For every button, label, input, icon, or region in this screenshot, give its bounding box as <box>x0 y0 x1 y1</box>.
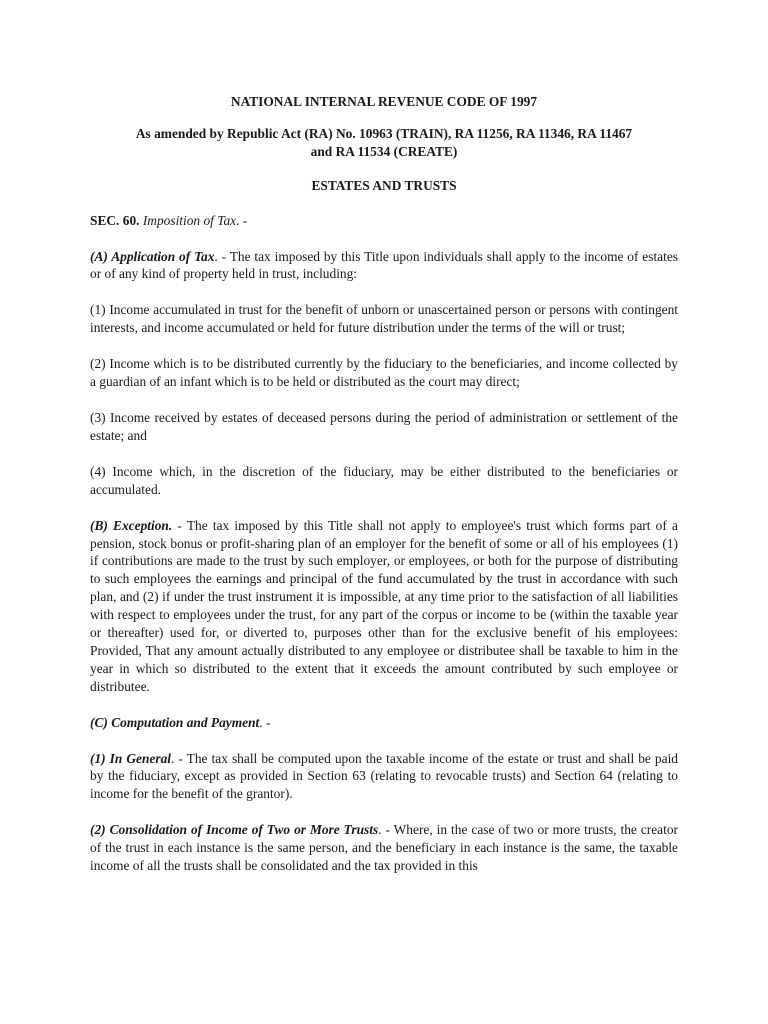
paragraph-a-text: . - The tax imposed by this Title upon individuals shall apply to the income of estates or of any kind of property held in trust, including: <box>90 248 679 282</box>
paragraph-b-label: (B) Exception. <box>90 517 173 533</box>
paragraph-c2 <box>90 821 678 875</box>
paragraph-a-label: (A) Application of Tax <box>90 248 215 264</box>
section-number: SEC. 60. <box>90 212 140 228</box>
paragraph-a <box>90 248 678 284</box>
paragraph-c1-text: . - The tax shall be computed upon the taxable income of the estate or trust and shall be paid by the fiduciary, except as provided in Section 63 (relating to revocable trusts) and Section 64 (relating to income for the benefit of the grantor). <box>90 750 678 802</box>
document-subtitle <box>90 125 678 161</box>
document-page <box>90 93 678 893</box>
section-heading: ESTATES AND TRUSTS <box>311 177 457 193</box>
paragraph-c <box>90 714 678 732</box>
section-name: Imposition of Tax <box>142 212 237 228</box>
paragraph-b <box>90 517 678 696</box>
paragraph-c-text: . - <box>259 714 271 730</box>
paragraph-c1 <box>90 750 678 804</box>
paragraph-a1: (1) Income accumulated in trust for the benefit of unborn or unascertained person or persons with contingent interests, and income accumulated or held for future distribution under the terms of the will or trust; <box>90 302 678 336</box>
paragraph-a3: (3) Income received by estates of deceased persons during the period of administration or settlement of the estate; and <box>90 409 678 443</box>
subtitle-line-1: As amended by Republic Act (RA) No. 10963 (TRAIN), RA 11256, RA 11346, RA 11467 <box>135 125 633 141</box>
document-title: NATIONAL INTERNAL REVENUE CODE OF 1997 <box>230 94 538 109</box>
subtitle-line-2: and RA 11534 (CREATE) <box>310 143 458 159</box>
paragraph-c-label: (C) Computation and Payment <box>90 714 260 730</box>
paragraph-c1-label: (1) In General <box>90 750 172 766</box>
paragraph-a4: (4) Income which, in the discretion of the fiduciary, may be either distributed to the beneficiaries or accumulated. <box>90 463 678 497</box>
paragraph-b-text: - The tax imposed by this Title shall not apply to employee's trust which forms part of a pension, stock bonus or profit-sharing plan of an employer for the benefit of some or all of his employees (1) if contributions are made to the trust by such employer, or employees, or both for the purpose of distributing to such employees the earnings and principal of the fund accumulated by the trust in accordance with such plan, and (2) if under the trust instrument it is impossible, at any time prior to the satisfaction of all liabilities with respect to employees under the trust, for any part of the corpus or income to be (within the taxable year or thereafter) used for, or diverted to, purposes other than for the exclusive benefit of his employees: Provided, That any amount actually distributed to any employee or distributee shall be taxable to him in the year in which so distributed to the extent that it exceeds the amount contributed by such employee or distributee. <box>90 517 678 694</box>
section-suffix: . - <box>236 212 248 228</box>
paragraph-c2-text: . - Where, in the case of two or more trusts, the creator of the trust in each instance is the same person, and the beneficiary in each instance is the same, the taxable income of all the trusts shall be consolidated and the tax provided in this <box>90 822 678 874</box>
paragraph-a2: (2) Income which is to be distributed currently by the fiduciary to the beneficiaries, and income collected by a guardian of an infant which is to be held or distributed as the court may direct; <box>90 356 678 390</box>
section-title <box>90 212 678 230</box>
paragraph-c2-label: (2) Consolidation of Income of Two or More Trusts <box>90 822 379 838</box>
